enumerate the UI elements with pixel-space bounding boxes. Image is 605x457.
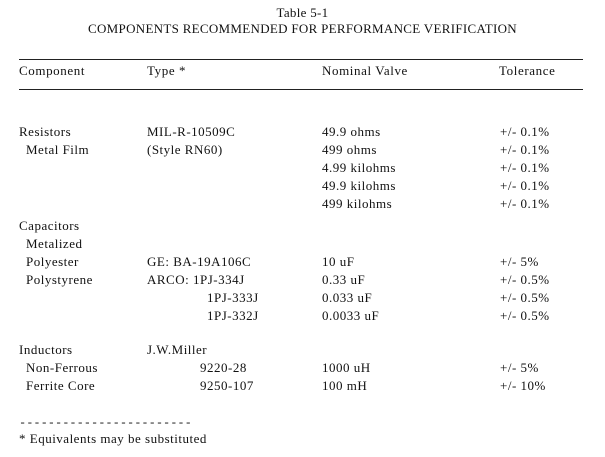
cell-nominal: 49.9 ohms — [322, 124, 381, 139]
header-tolerance: Tolerance — [499, 63, 556, 78]
cell-tolerance: +/- 10% — [500, 378, 546, 393]
cell-nominal: 0.033 uF — [322, 290, 373, 305]
cell-component: Polystyrene — [26, 272, 93, 287]
cell-type: GE: BA-19A106C — [147, 254, 252, 269]
cell-tolerance: +/- 0.1% — [500, 160, 550, 175]
cell-component: Inductors — [19, 342, 73, 357]
cell-nominal: 1000 uH — [322, 360, 371, 375]
table-title: COMPONENTS RECOMMENDED FOR PERFORMANCE VERIFICATION — [88, 21, 517, 36]
header-type: Type * — [147, 63, 187, 78]
cell-nominal: 49.9 kilohms — [322, 178, 396, 193]
cell-tolerance: +/- 0.1% — [500, 124, 550, 139]
cell-nominal: 4.99 kilohms — [322, 160, 396, 175]
cell-tolerance: +/- 5% — [500, 254, 539, 269]
cell-type: 9220-28 — [200, 360, 247, 375]
cell-component: Metalized — [26, 236, 83, 251]
cell-tolerance: +/- 0.5% — [500, 272, 550, 287]
cell-nominal: 499 ohms — [322, 142, 377, 157]
cell-component: Non-Ferrous — [26, 360, 98, 375]
cell-nominal: 10 uF — [322, 254, 355, 269]
footnote-rule: ------------------------ — [19, 416, 192, 430]
cell-nominal: 0.33 uF — [322, 272, 366, 287]
header-rule-top — [19, 59, 583, 60]
cell-nominal: 100 mH — [322, 378, 368, 393]
header-rule-bottom — [19, 89, 583, 90]
cell-nominal: 0.0033 uF — [322, 308, 380, 323]
cell-tolerance: +/- 0.1% — [500, 196, 550, 211]
cell-component: Resistors — [19, 124, 72, 139]
cell-component: Metal Film — [26, 142, 90, 157]
cell-type: J.W.Miller — [147, 342, 208, 357]
cell-type: MIL-R-10509C — [147, 124, 236, 139]
header-nominal: Nominal Valve — [322, 63, 408, 78]
cell-type: 1PJ-332J — [207, 308, 259, 323]
cell-tolerance: +/- 0.5% — [500, 308, 550, 323]
cell-nominal: 499 kilohms — [322, 196, 393, 211]
cell-type: 9250-107 — [200, 378, 254, 393]
cell-component: Polyester — [26, 254, 79, 269]
cell-tolerance: +/- 5% — [500, 360, 539, 375]
cell-type: ARCO: 1PJ-334J — [147, 272, 245, 287]
cell-tolerance: +/- 0.5% — [500, 290, 550, 305]
table-label: Table 5-1 — [276, 5, 329, 20]
cell-component: Ferrite Core — [26, 378, 96, 393]
cell-type: (Style RN60) — [147, 142, 223, 157]
cell-type: 1PJ-333J — [207, 290, 259, 305]
cell-tolerance: +/- 0.1% — [500, 142, 550, 157]
footnote: * Equivalents may be substituted — [19, 431, 207, 446]
cell-component: Capacitors — [19, 218, 80, 233]
header-component: Component — [19, 63, 86, 78]
cell-tolerance: +/- 0.1% — [500, 178, 550, 193]
